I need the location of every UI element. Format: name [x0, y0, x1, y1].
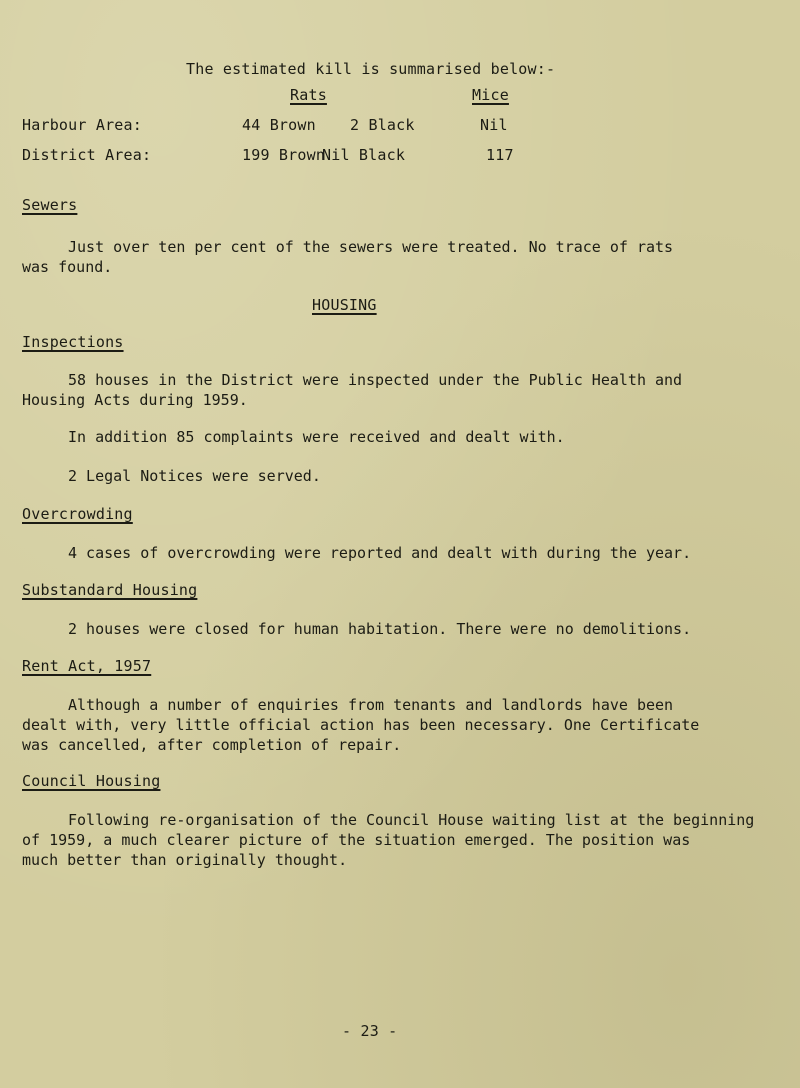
intro-text: The estimated kill is summarised below:- — [186, 60, 556, 78]
district-black-value: Nil Black — [322, 146, 406, 164]
rent-act-line-1: Although a number of enquiries from tenants and landlords have been — [68, 696, 674, 714]
rats-column-header: Rats — [290, 86, 327, 104]
substandard-text: 2 houses were closed for human habitation. There were no demolitions. — [68, 620, 692, 638]
council-housing-heading: Council Housing — [22, 772, 161, 790]
substandard-heading: Substandard Housing — [22, 581, 198, 599]
harbour-brown-value: 44 Brown — [242, 116, 316, 134]
inspections-line-2: Housing Acts during 1959. — [22, 391, 248, 409]
inspections-complaints: In addition 85 complaints were received and dealt with. — [68, 428, 565, 446]
overcrowding-text: 4 cases of overcrowding were reported and dealt with during the year. — [68, 544, 692, 562]
inspections-notices: 2 Legal Notices were served. — [68, 467, 321, 485]
overcrowding-heading: Overcrowding — [22, 505, 133, 523]
district-mice-value: 117 — [486, 146, 514, 164]
rent-act-line-2: dealt with, very little official action has been necessary. One Certificate — [22, 716, 700, 734]
mice-column-header: Mice — [472, 86, 509, 104]
harbour-area-label: Harbour Area: — [22, 116, 142, 134]
harbour-mice-value: Nil — [480, 116, 508, 134]
district-area-label: District Area: — [22, 146, 152, 164]
housing-title: HOUSING — [312, 296, 377, 314]
rent-act-heading: Rent Act, 1957 — [22, 657, 152, 675]
rent-act-line-3: was cancelled, after completion of repair. — [22, 736, 402, 754]
harbour-black-value: 2 Black — [350, 116, 415, 134]
inspections-heading: Inspections — [22, 333, 124, 351]
district-brown-value: 199 Brown — [242, 146, 326, 164]
page-number: - 23 - — [342, 1022, 398, 1040]
sewers-line-2: was found. — [22, 258, 113, 276]
council-housing-line-2: of 1959, a much clearer picture of the situation emerged. The position was — [22, 831, 691, 849]
sewers-heading: Sewers — [22, 196, 78, 214]
council-housing-line-3: much better than originally thought. — [22, 851, 348, 869]
council-housing-line-1: Following re-organisation of the Council House waiting list at the beginning — [68, 811, 755, 829]
sewers-line-1: Just over ten per cent of the sewers were treated. No trace of rats — [68, 238, 674, 256]
inspections-line-1: 58 houses in the District were inspected under the Public Health and — [68, 371, 683, 389]
